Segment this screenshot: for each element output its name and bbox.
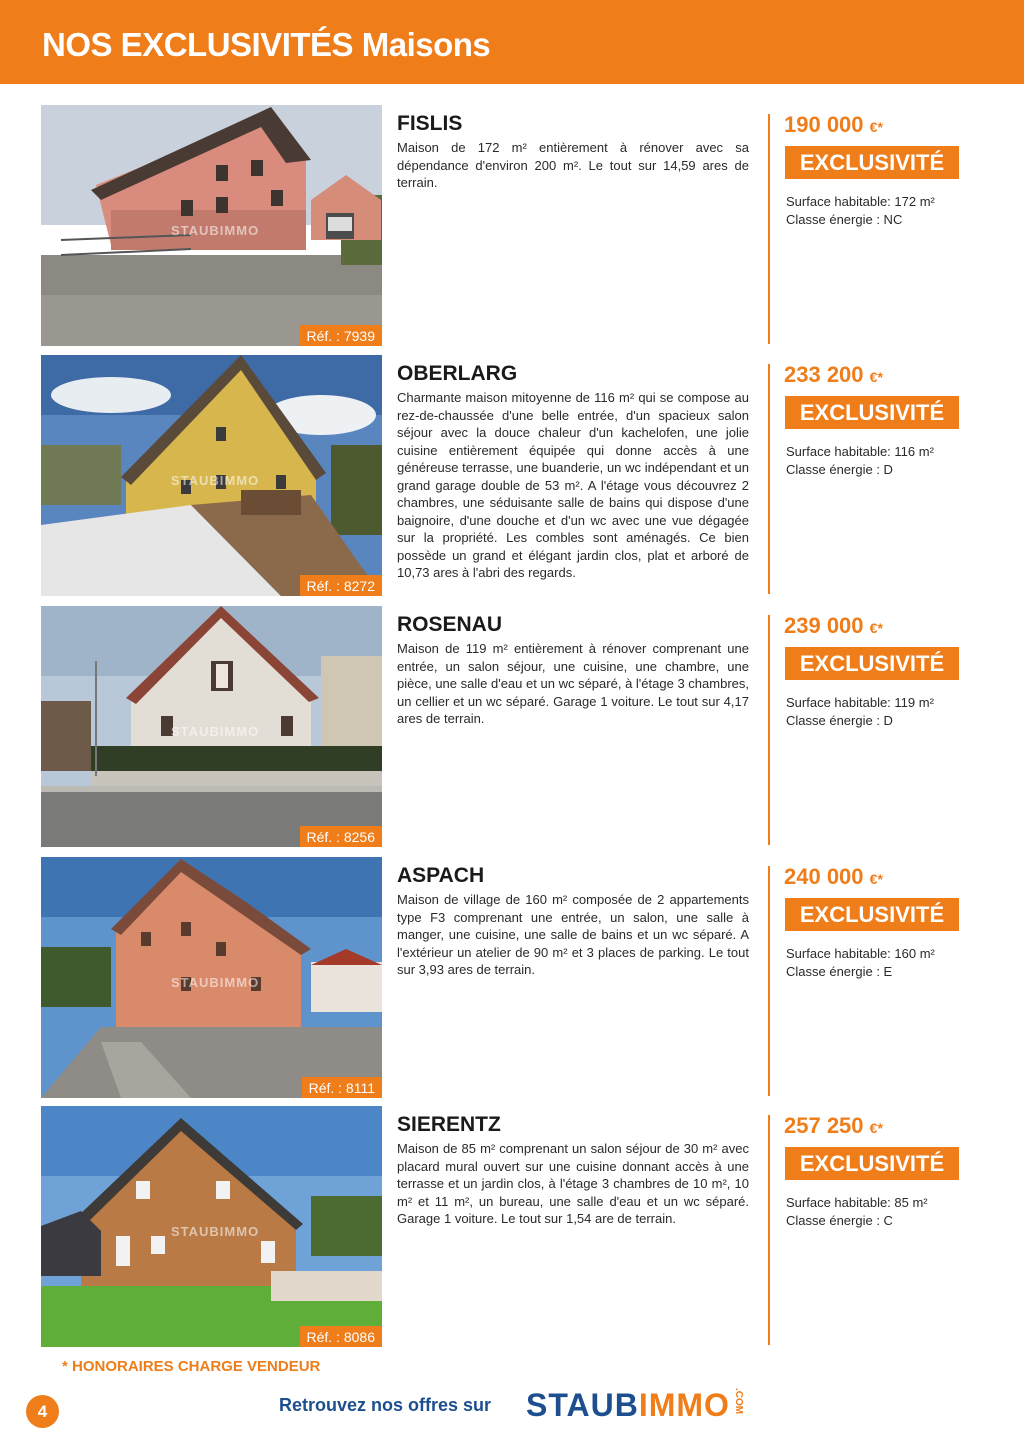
listing-price [784, 612, 883, 642]
price-value: 233 200 [784, 362, 864, 387]
photo-watermark: STAUBIMMO [171, 223, 260, 238]
price-value: 239 000 [784, 613, 864, 638]
listing-city: OBERLARG [397, 362, 518, 385]
classe-energie: Classe énergie : C [786, 1213, 893, 1228]
listing-specs [786, 443, 934, 479]
reference-tag: Réf. : 7939 [300, 325, 383, 346]
logo-immo: IMMO [638, 1387, 730, 1423]
photo-watermark: STAUBIMMO [171, 1224, 260, 1239]
listing-city: ROSENAU [397, 613, 503, 636]
surface-habitable: Surface habitable: 85 m² [786, 1195, 928, 1210]
surface-habitable: Surface habitable: 172 m² [786, 194, 935, 209]
listing-rosenau [0, 606, 1024, 848]
listing-specs [786, 694, 934, 730]
listing-fislis [0, 105, 1024, 347]
column-divider [768, 866, 770, 1096]
reference-tag: Réf. : 8086 [300, 1326, 383, 1347]
listing-aspach [0, 857, 1024, 1099]
price-value: 240 000 [784, 864, 864, 889]
price-value: 190 000 [784, 112, 864, 137]
listing-city: ASPACH [397, 864, 485, 887]
listing-price [784, 863, 883, 893]
listing-sierentz [0, 1106, 1024, 1348]
listing-description: Maison de village de 160 m² composée de 2 appartements type F3 comprenant une entrée, un salon, une salle à manger, une cuisine, une salle de bains et un wc séparé. A l'extérieur un atelier de 90 m² et 3 places de parking. Le tout sur 3,93 ares de terrain. [397, 892, 749, 977]
column-divider [768, 615, 770, 845]
page-header [0, 0, 1024, 84]
listing-description: Maison de 172 m² entièrement à rénover avec sa dépendance d'environ 200 m². Le tout sur 14,59 ares de terrain. [397, 140, 749, 190]
property-photo [41, 606, 382, 847]
reference-tag: Réf. : 8256 [300, 826, 383, 847]
listing-city: FISLIS [397, 112, 463, 135]
listing-price [784, 111, 883, 141]
column-divider [768, 1115, 770, 1345]
exclusivite-badge: EXCLUSIVITÉ [785, 396, 959, 429]
listing-price [784, 1112, 883, 1142]
property-photo [41, 1106, 382, 1347]
surface-habitable: Surface habitable: 119 m² [786, 695, 934, 710]
listing-specs [786, 1194, 928, 1230]
property-photo [41, 355, 382, 596]
photo-watermark: STAUBIMMO [171, 975, 260, 990]
listing-city: SIERENTZ [397, 1113, 501, 1136]
column-divider [768, 114, 770, 344]
listing-oberlarg [0, 355, 1024, 597]
logo-staub: STAUB [526, 1387, 639, 1423]
price-currency: €* [869, 871, 883, 887]
honoraires-footnote: * HONORAIRES CHARGE VENDEUR [62, 1358, 321, 1375]
listing-specs [786, 193, 935, 229]
retrouvez-text: Retrouvez nos offres sur [279, 1395, 492, 1415]
surface-habitable: Surface habitable: 160 m² [786, 946, 935, 961]
listing-description: Maison de 119 m² entièrement à rénover comprenant une entrée, un salon séjour, une cuisine, une chambre, une pièce, une salle d'eau et un wc séparé, à l'étage 3 chambres, un cellier et un wc séparé. Garage 1 voiture. Le tout sur 4,17 ares de terrain. [397, 641, 749, 726]
price-value: 257 250 [784, 1113, 864, 1138]
classe-energie: Classe énergie : D [786, 462, 893, 477]
listing-specs [786, 945, 935, 981]
surface-habitable: Surface habitable: 116 m² [786, 444, 934, 459]
exclusivite-badge: EXCLUSIVITÉ [785, 146, 959, 179]
classe-energie: Classe énergie : E [786, 964, 893, 979]
property-photo [41, 857, 382, 1098]
listing-description: Maison de 85 m² comprenant un salon séjour de 30 m² avec placard mural ouvert sur une cuisine donnant accès à une terrasse et un jardin clos, à l'étage 3 chambres de 10 m², 10 m² et 11 m², un bureau, une salle d'eau et un wc séparé. Garage 1 voiture. Le tout sur 1,54 are de terrain. [397, 1141, 749, 1226]
reference-tag: Réf. : 8272 [300, 575, 383, 596]
photo-watermark: STAUBIMMO [171, 473, 260, 488]
exclusivite-badge: EXCLUSIVITÉ [785, 1147, 959, 1180]
page-number: 4 [26, 1395, 59, 1428]
price-currency: €* [869, 1120, 883, 1136]
classe-energie: Classe énergie : NC [786, 212, 903, 227]
listing-price [784, 361, 883, 391]
photo-watermark: STAUBIMMO [171, 724, 260, 739]
reference-tag: Réf. : 8111 [302, 1077, 382, 1098]
price-currency: €* [869, 369, 883, 385]
listing-description: Charmante maison mitoyenne de 116 m² qui se compose au rez-de-chaussée d'une belle entrée, d'un spacieux salon séjour avec la douce chaleur d'un kachelofen, une jolie cuisine entièrement équipée qui donne accès à une généreuse terrasse, une buanderie, un wc indépendant et un grand garage double de 53 m². A l'étage vous découvrez 2 chambres, une séduisante salle de bains qui dispose d'une baignoire, d'une douche et d'un wc avec une vue dégagée sur la propriété. Les combles sont aménagés. Ce bien possède un grand et élégant jardin clos, plat et arboré de 10,73 ares à l'abri des regards. [397, 390, 749, 580]
column-divider [768, 364, 770, 594]
price-currency: €* [869, 620, 883, 636]
price-currency: €* [869, 119, 883, 135]
exclusivite-badge: EXCLUSIVITÉ [785, 898, 959, 931]
staubimmo-logo[interactable] [526, 1387, 756, 1423]
page-title: NOS EXCLUSIVITÉS Maisons [42, 26, 491, 63]
property-photo [41, 105, 382, 346]
logo-com: .COM [732, 1388, 744, 1415]
exclusivite-badge: EXCLUSIVITÉ [785, 647, 959, 680]
classe-energie: Classe énergie : D [786, 713, 893, 728]
